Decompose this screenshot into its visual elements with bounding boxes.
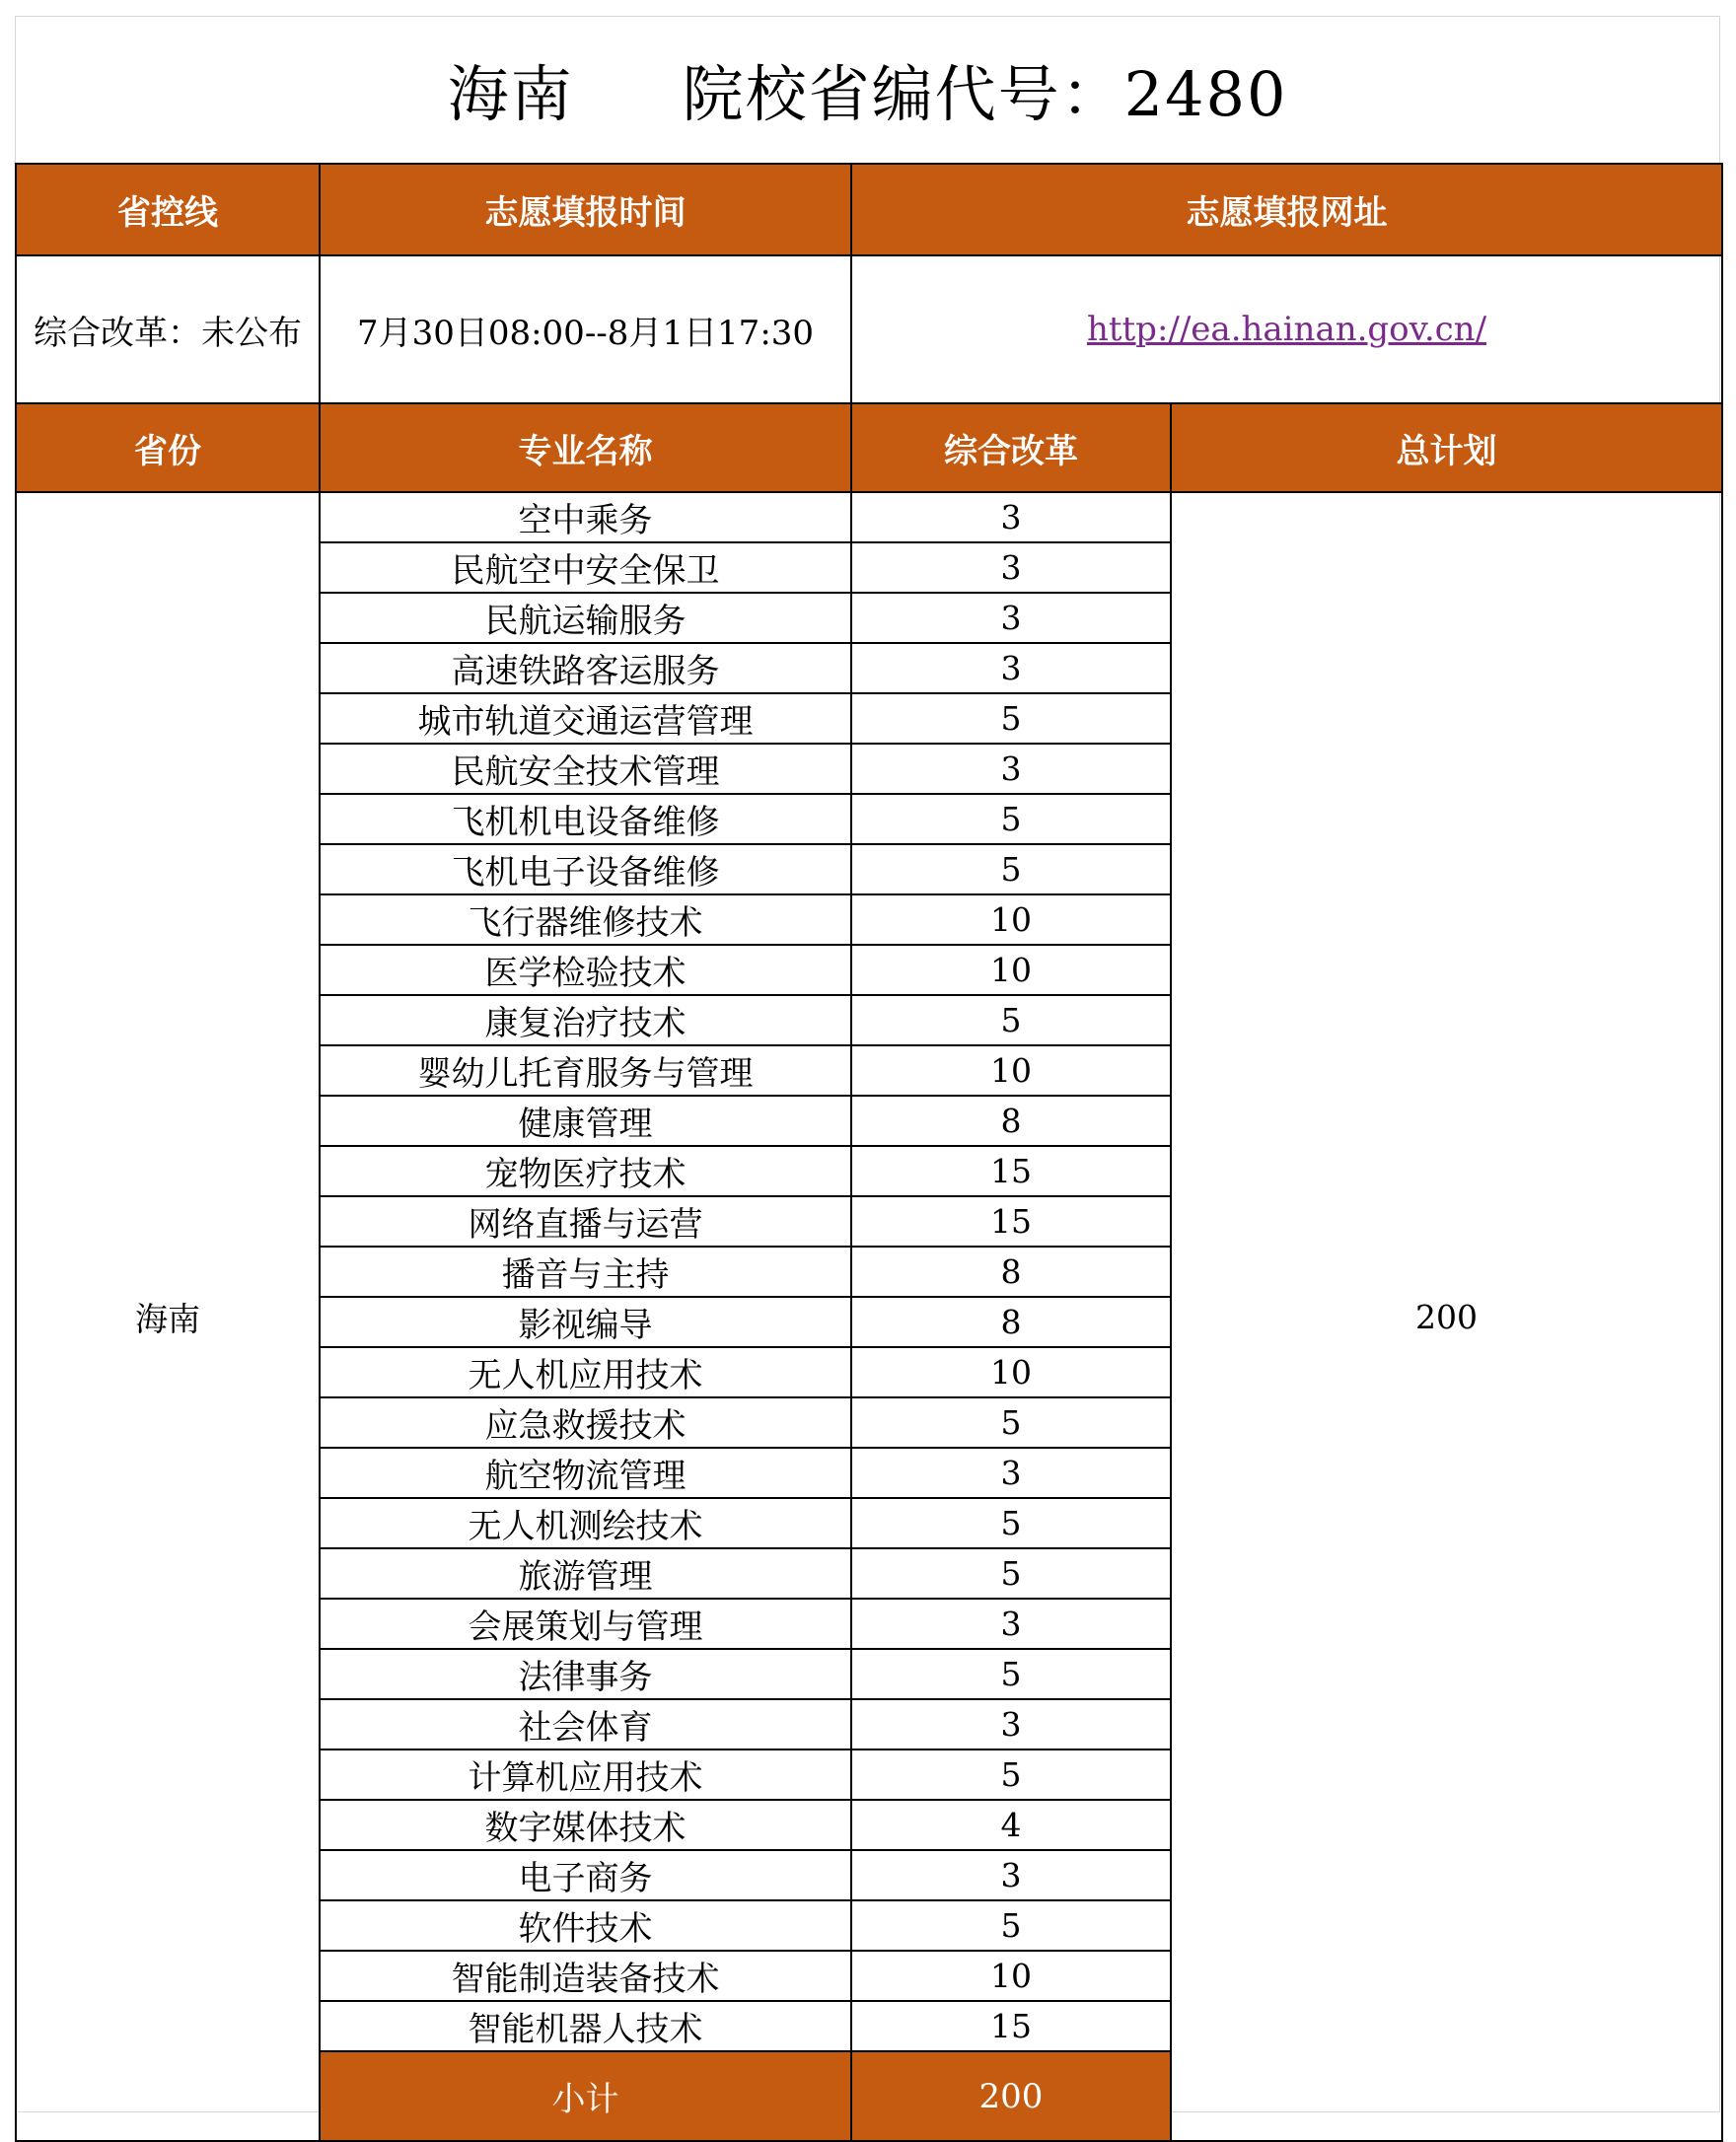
major-count: 5 bbox=[851, 1397, 1171, 1448]
major-name: 城市轨道交通运营管理 bbox=[320, 693, 851, 744]
header-control-line: 省控线 bbox=[16, 164, 320, 255]
major-name: 宠物医疗技术 bbox=[320, 1146, 851, 1196]
major-count: 3 bbox=[851, 1699, 1171, 1749]
province-cell: 海南 bbox=[16, 492, 320, 2141]
title-school-code: 院校省编代号：2480 bbox=[682, 58, 1288, 130]
major-name: 康复治疗技术 bbox=[320, 995, 851, 1045]
major-count: 5 bbox=[851, 1498, 1171, 1548]
header-row-top bbox=[16, 164, 1722, 255]
major-name: 无人机测绘技术 bbox=[320, 1498, 851, 1548]
major-name: 电子商务 bbox=[320, 1850, 851, 1900]
header-major: 专业名称 bbox=[320, 403, 851, 492]
major-count: 5 bbox=[851, 693, 1171, 744]
major-name: 数字媒体技术 bbox=[320, 1800, 851, 1850]
major-name: 影视编导 bbox=[320, 1297, 851, 1347]
major-name: 高速铁路客运服务 bbox=[320, 643, 851, 693]
major-count: 4 bbox=[851, 1800, 1171, 1850]
admission-plan-table bbox=[15, 163, 1723, 2142]
major-name: 飞机机电设备维修 bbox=[320, 794, 851, 844]
major-count: 8 bbox=[851, 1297, 1171, 1347]
fill-url-cell bbox=[851, 255, 1722, 403]
major-name: 法律事务 bbox=[320, 1649, 851, 1699]
major-count: 5 bbox=[851, 1649, 1171, 1699]
major-name: 民航空中安全保卫 bbox=[320, 542, 851, 593]
major-name: 无人机应用技术 bbox=[320, 1347, 851, 1397]
major-count: 3 bbox=[851, 1850, 1171, 1900]
major-count: 10 bbox=[851, 894, 1171, 945]
major-count: 3 bbox=[851, 593, 1171, 643]
header-row-columns bbox=[16, 403, 1722, 492]
fill-url-link[interactable]: http://ea.hainan.gov.cn/ bbox=[1086, 310, 1487, 349]
major-name: 会展策划与管理 bbox=[320, 1599, 851, 1649]
major-count: 5 bbox=[851, 1548, 1171, 1599]
major-name: 婴幼儿托育服务与管理 bbox=[320, 1045, 851, 1096]
major-name: 健康管理 bbox=[320, 1096, 851, 1146]
control-line-value: 综合改革：未公布 bbox=[16, 255, 320, 403]
major-name: 社会体育 bbox=[320, 1699, 851, 1749]
major-name: 民航运输服务 bbox=[320, 593, 851, 643]
major-name: 网络直播与运营 bbox=[320, 1196, 851, 1247]
major-count: 3 bbox=[851, 1599, 1171, 1649]
major-count: 10 bbox=[851, 1347, 1171, 1397]
major-count: 10 bbox=[851, 945, 1171, 995]
title-bar bbox=[15, 16, 1720, 163]
info-row bbox=[16, 255, 1722, 403]
major-count: 8 bbox=[851, 1096, 1171, 1146]
major-count: 5 bbox=[851, 1900, 1171, 1951]
major-count: 10 bbox=[851, 1951, 1171, 2001]
subtotal-label: 小计 bbox=[320, 2051, 851, 2141]
major-name: 飞行器维修技术 bbox=[320, 894, 851, 945]
major-name: 空中乘务 bbox=[320, 492, 851, 542]
major-name: 播音与主持 bbox=[320, 1247, 851, 1297]
table-row bbox=[16, 492, 1722, 542]
header-fill-url: 志愿填报网址 bbox=[851, 164, 1722, 255]
major-count: 15 bbox=[851, 1146, 1171, 1196]
major-count: 5 bbox=[851, 794, 1171, 844]
major-name: 航空物流管理 bbox=[320, 1448, 851, 1498]
major-name: 医学检验技术 bbox=[320, 945, 851, 995]
major-count: 5 bbox=[851, 844, 1171, 894]
major-count: 5 bbox=[851, 1749, 1171, 1800]
major-name: 应急救援技术 bbox=[320, 1397, 851, 1448]
major-count: 3 bbox=[851, 643, 1171, 693]
header-fill-time: 志愿填报时间 bbox=[320, 164, 851, 255]
major-name: 民航安全技术管理 bbox=[320, 744, 851, 794]
major-name: 旅游管理 bbox=[320, 1548, 851, 1599]
major-name: 计算机应用技术 bbox=[320, 1749, 851, 1800]
major-name: 智能机器人技术 bbox=[320, 2001, 851, 2051]
major-name: 智能制造装备技术 bbox=[320, 1951, 851, 2001]
header-total-plan: 总计划 bbox=[1171, 403, 1722, 492]
major-name: 软件技术 bbox=[320, 1900, 851, 1951]
major-count: 3 bbox=[851, 492, 1171, 542]
major-name: 飞机电子设备维修 bbox=[320, 844, 851, 894]
major-count: 15 bbox=[851, 1196, 1171, 1247]
major-count: 10 bbox=[851, 1045, 1171, 1096]
header-reform: 综合改革 bbox=[851, 403, 1171, 492]
major-count: 8 bbox=[851, 1247, 1171, 1297]
page-title bbox=[448, 45, 1288, 133]
major-count: 3 bbox=[851, 542, 1171, 593]
header-province: 省份 bbox=[16, 403, 320, 492]
title-province: 海南 bbox=[447, 58, 574, 130]
major-count: 5 bbox=[851, 995, 1171, 1045]
major-count: 15 bbox=[851, 2001, 1171, 2051]
subtotal-value: 200 bbox=[851, 2051, 1171, 2141]
fill-time-value: 7月30日08:00--8月1日17:30 bbox=[320, 255, 851, 403]
major-count: 3 bbox=[851, 1448, 1171, 1498]
total-plan-cell: 200 bbox=[1171, 492, 1722, 2141]
major-count: 3 bbox=[851, 744, 1171, 794]
